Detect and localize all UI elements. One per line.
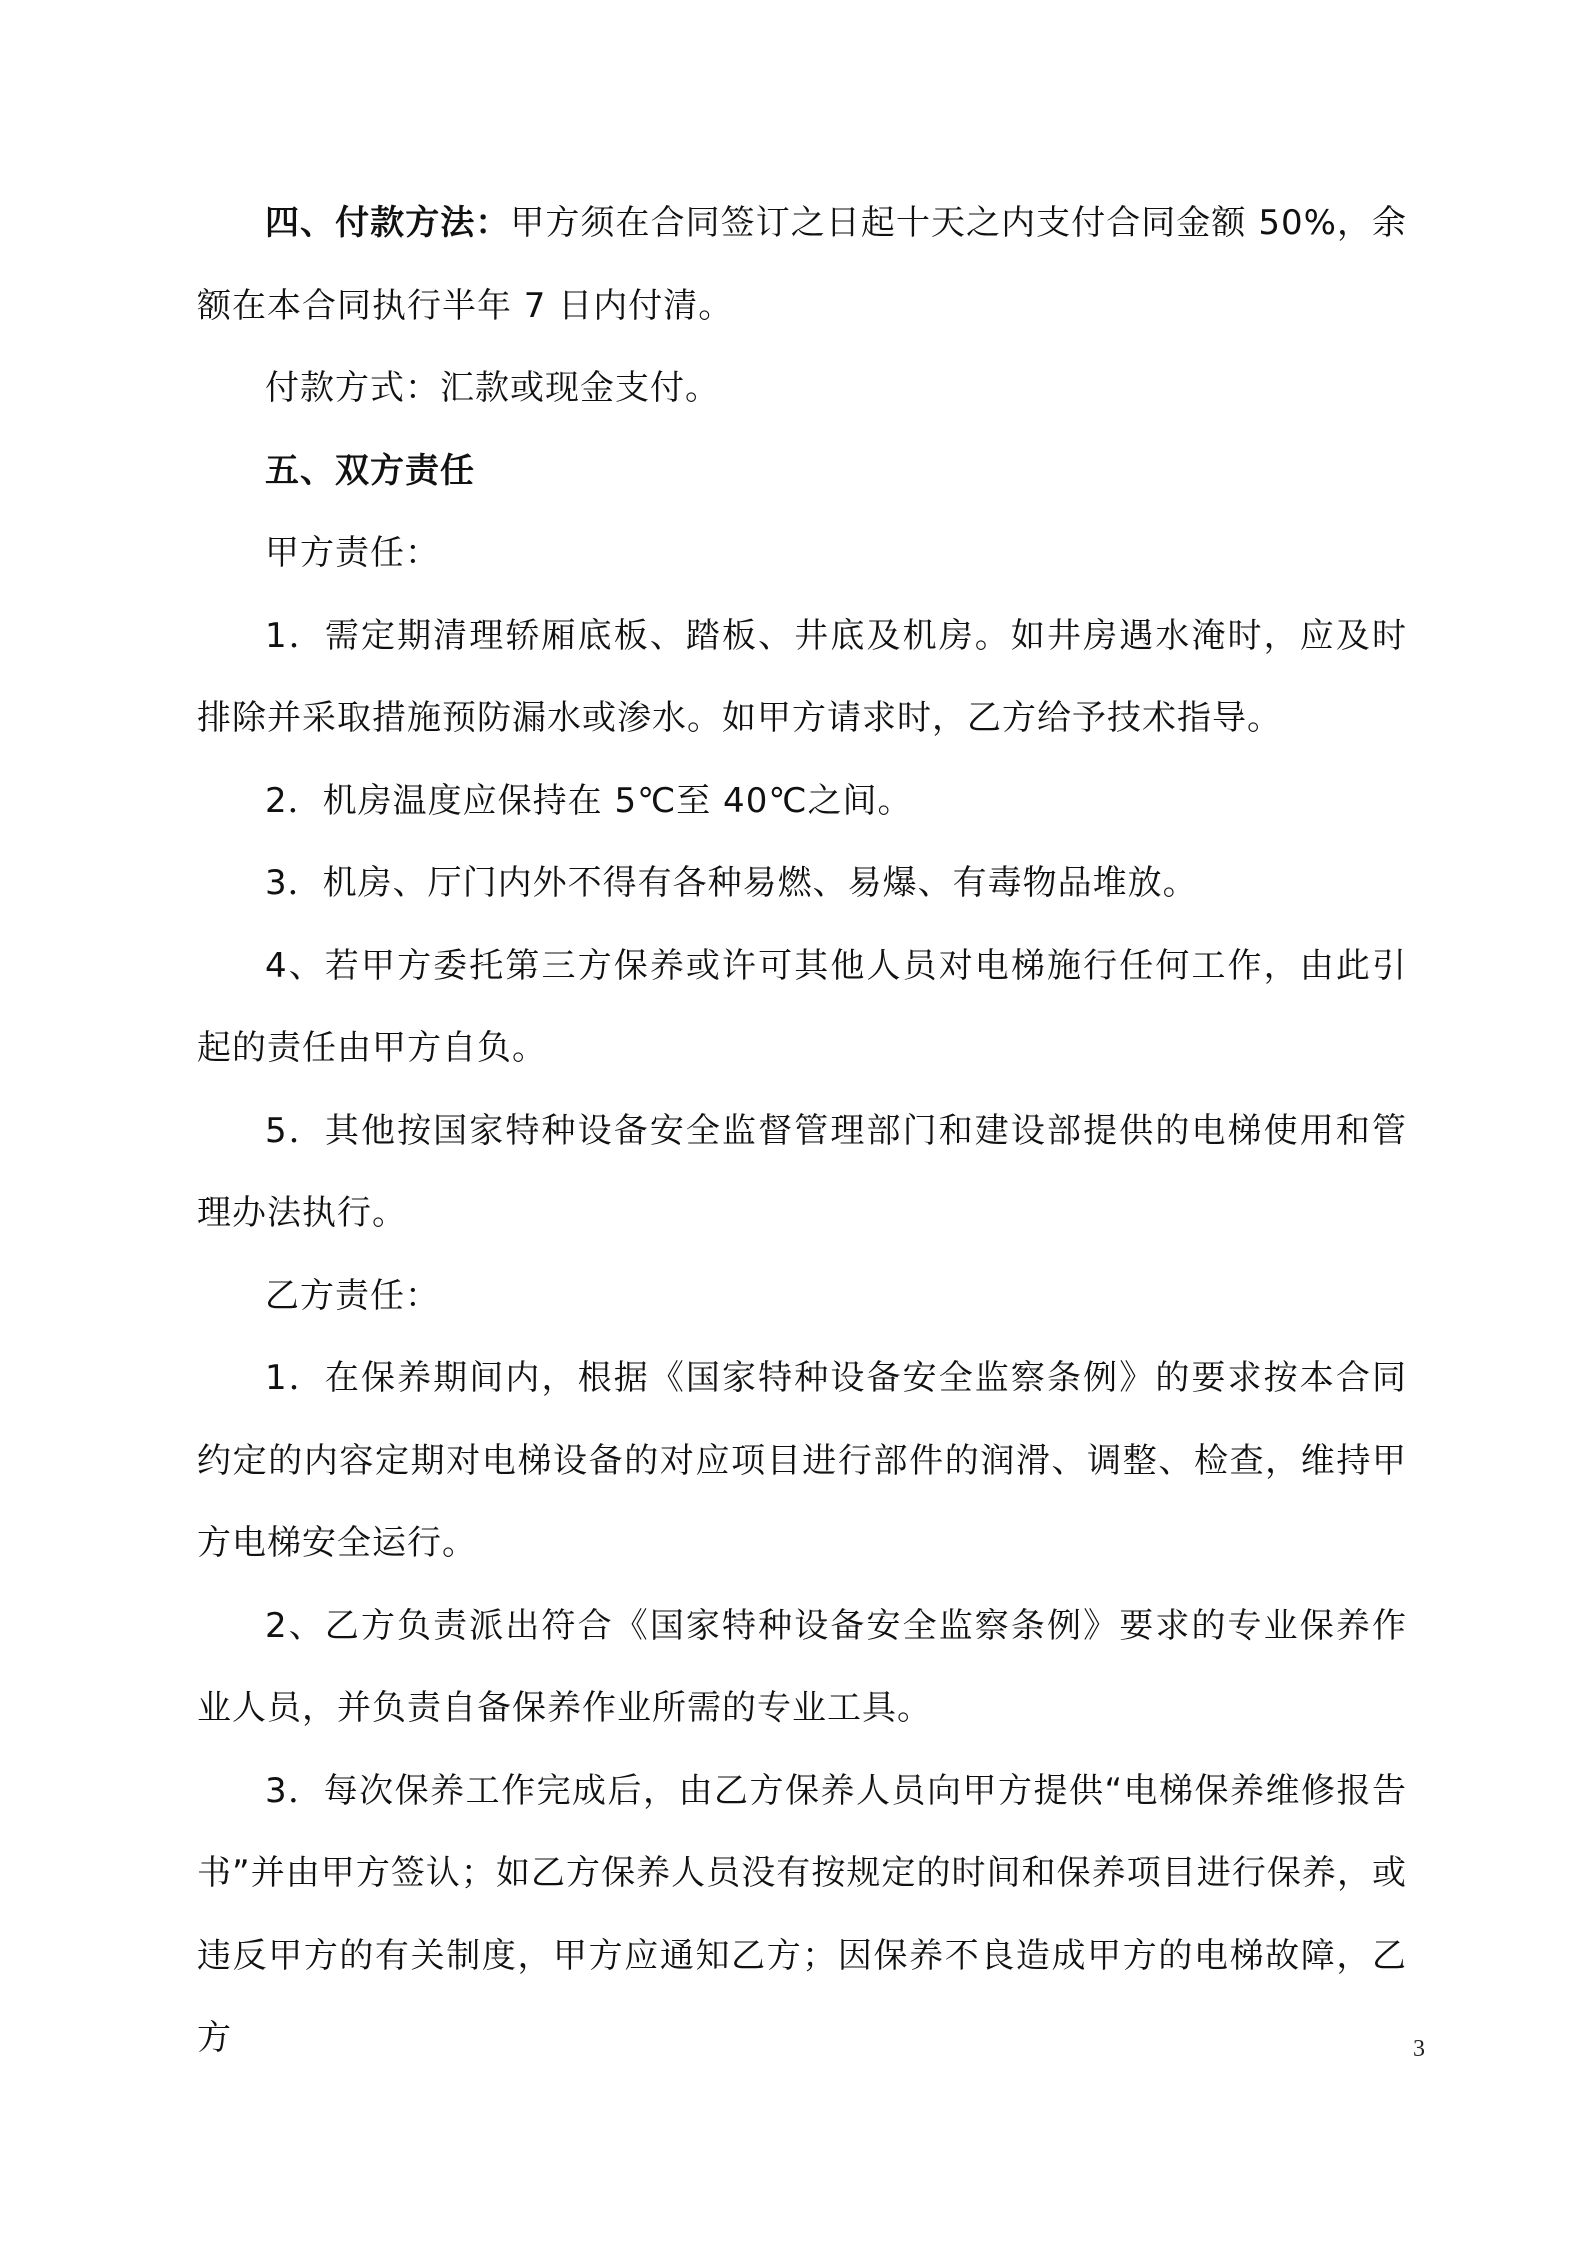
paragraph xyxy=(197,842,1407,925)
contract-body xyxy=(197,182,1407,2080)
paragraph-text: 甲方须在合同签订之日起十天之内支付合同金额 50%，余额在本合同执行半年 7 日内付清。 xyxy=(197,203,1407,326)
paragraph-text: 1．需定期清理轿厢底板、踏板、井底及机房。如井房遇水淹时，应及时排除并采取措施预防漏水或渗水。如甲方请求时，乙方给予技术指导。 xyxy=(197,615,1407,738)
paragraph-text: 甲方责任： xyxy=(265,533,440,573)
paragraph xyxy=(197,347,1407,430)
paragraph xyxy=(197,182,1407,347)
paragraph xyxy=(197,925,1407,1090)
page-number: 3 xyxy=(1413,2036,1425,2062)
paragraph xyxy=(197,595,1407,760)
section-heading: 四、付款方法： xyxy=(265,203,511,243)
paragraph-text: 1．在保养期间内，根据《国家特种设备安全监察条例》的要求按本合同约定的内容定期对电梯设备的对应项目进行部件的润滑、调整、检查，维持甲方电梯安全运行。 xyxy=(197,1358,1407,1563)
paragraph-text: 付款方式：汇款或现金支付。 xyxy=(265,368,720,408)
paragraph xyxy=(197,1337,1407,1585)
paragraph xyxy=(197,1750,1407,2080)
paragraph-text: 3．每次保养工作完成后，由乙方保养人员向甲方提供“电梯保养维修报告书”并由甲方签认；如乙方保养人员没有按规定的时间和保养项目进行保养，或违反甲方的有关制度，甲方应通知乙方；因保养不良造成甲方的电梯故障，乙方 xyxy=(197,1770,1407,2058)
paragraph-text: 2、乙方负责派出符合《国家特种设备安全监察条例》要求的专业保养作业人员，并负责自备保养作业所需的专业工具。 xyxy=(197,1605,1407,1728)
paragraph-text: 4、若甲方委托第三方保养或许可其他人员对电梯施行任何工作，由此引起的责任由甲方自负。 xyxy=(197,945,1407,1068)
paragraph-text: 乙方责任： xyxy=(265,1275,440,1316)
paragraph-text: 2．机房温度应保持在 5℃至 40℃之间。 xyxy=(265,780,913,821)
paragraph-text: 3．机房、厅门内外不得有各种易燃、易爆、有毒物品堆放。 xyxy=(265,863,1198,903)
paragraph xyxy=(197,1255,1407,1338)
paragraph-text: 5．其他按国家特种设备安全监督管理部门和建设部提供的电梯使用和管理办法执行。 xyxy=(197,1110,1407,1233)
section-heading: 五、双方责任 xyxy=(265,450,475,491)
paragraph xyxy=(197,1585,1407,1750)
paragraph xyxy=(197,1090,1407,1255)
paragraph xyxy=(197,512,1407,595)
paragraph xyxy=(197,760,1407,843)
paragraph xyxy=(197,430,1407,513)
